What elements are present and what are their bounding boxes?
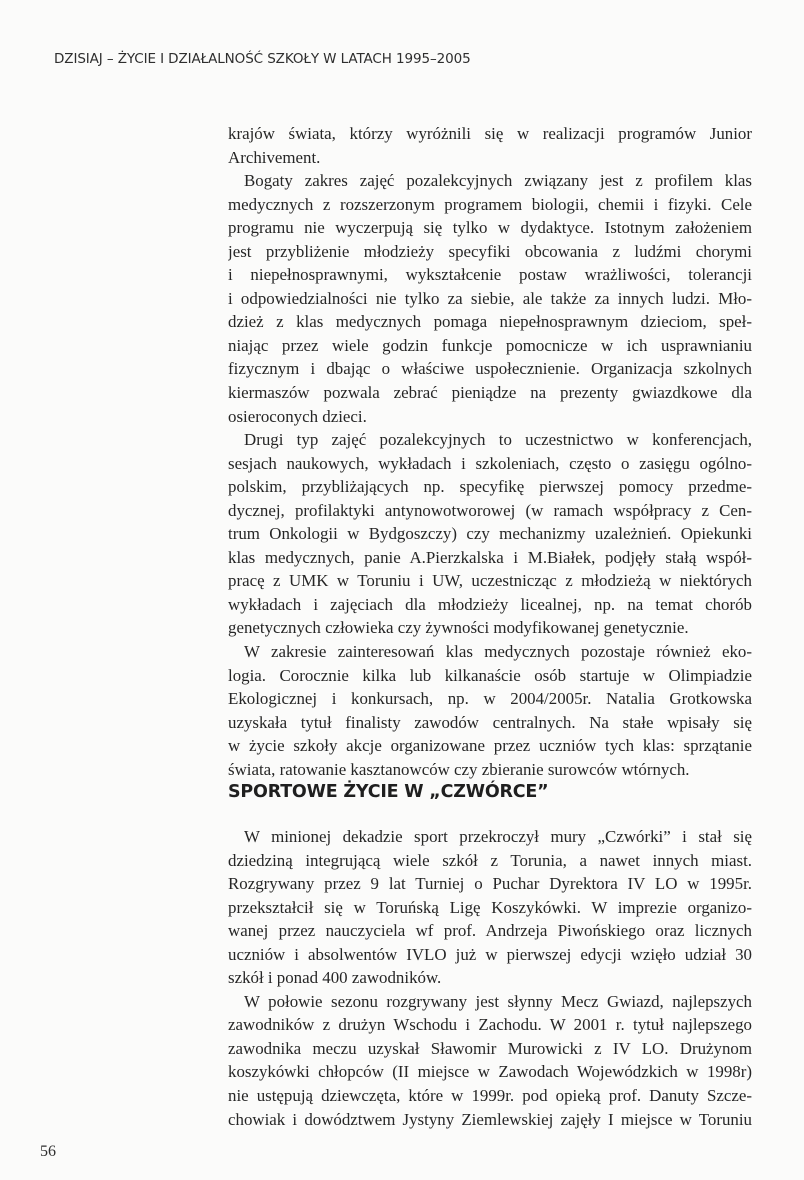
text-line: niając przez wiele godzin funkcje pomocnicze w ich usprawnianiu [228,335,752,355]
paragraph [228,428,752,640]
paragraph [228,825,752,990]
section-heading: SPORTOWE ŻYCIE W „CZWÓRCE” [228,782,549,802]
text-line: polskim, przybliżających np. specyfikę pierwszej pomocy przedme- [228,477,752,497]
text-line: W minionej dekadzie sport przekroczył mury „Czwórki” i stał się [244,827,752,846]
text-line: dycznej, profilaktyki antynowotworowej (w ramach współpracy z Cen- [228,500,752,520]
text-line: osieroconych dzieci. [228,406,367,426]
text-line: zawodnika meczu uzyskał Sławomir Murowicki z IV LO. Drużynom [228,1038,752,1058]
text-line: wanej przez nauczyciela wf prof. Andrzeja Piwońskiego oraz licznych [228,921,752,941]
text-line: przekształcił się w Toruńską Ligę Koszykówki. W imprezie organizo- [228,897,752,917]
text-line: programu nie wyczerpują się tylko w dydaktyce. Istotnym założeniem [228,218,752,238]
text-line: W zakresie zainteresowań klas medycznych pozostaje również eko- [244,642,752,662]
text-line: koszykówki chłopców (II miejsce w Zawodach Wojewódzkich w 1998r) [228,1062,752,1082]
text-line: nie ustępują dziewczęta, które w 1999r. pod opieką prof. Danuty Szcze- [228,1086,752,1106]
text-line: Bogaty zakres zajęć pozalekcyjnych związany jest z profilem klas [244,171,752,191]
text-line: klas medycznych, panie A.Pierzkalska i M.Białek, podjęły stałą współ- [228,547,752,567]
text-line: medycznych z rozszerzonym programem biologii, chemii i fizyki. Cele [228,194,752,214]
text-line: Rozgrywany przez 9 lat Turniej o Puchar Dyrektora IV LO w 1995r. [228,874,752,894]
text-line: dziedziną integrującą wiele szkół z Torunia, a nawet innych miast. [228,850,752,870]
text-line: chowiak i dowództwem Jystyny Ziemlewskiej zajęły I miejsce w Toruniu [228,1109,752,1129]
text-line: trum Onkologii w Bydgoszczy) czy mechanizmy uzależnień. Opiekunki [228,524,752,544]
text-line: wykładach i zajęciach dla młodzieży licealnej, np. na temat chorób [228,594,752,614]
text-line: uzyskała tytuł finalisty zawodów centralnych. Na stałe wpisały się [228,712,752,732]
text-line: Drugi typ zajęć pozalekcyjnych to uczestnictwo w konferencjach, [244,430,752,450]
text-line: szkół i ponad 400 zawodników. [228,968,442,988]
page-number: 56 [40,1143,56,1160]
text-line: kiermaszów pozwala zebrać pieniądze na prezenty gwiazdkowe dla [228,383,752,403]
text-line: fizycznym i dbając o właściwe uspołecznienie. Organizacja szkolnych [228,359,752,379]
text-line: uczniów i absolwentów IVLO już w pierwszej edycji wzięło udział 30 [228,944,752,964]
text-line: i odpowiedzialności nie tylko za siebie, ale także za innych ludzi. Mło- [228,288,752,308]
text-line: jest przybliżenie młodzieży specyfiki obcowania z ludźmi chorymi [228,241,752,261]
paragraph [228,169,752,428]
running-head: DZISIAJ – ŻYCIE I DZIAŁALNOŚĆ SZKOŁY W LATACH 1995–2005 [54,51,471,67]
body-text-top [228,122,752,781]
text-line: pracę z UMK w Toruniu i UW, uczestnicząc z młodzieżą w niektórych [228,571,752,591]
text-line: Archivement. [228,147,321,167]
text-line: genetycznych człowieka czy żywności modyfikowanej genetycznie. [228,618,689,638]
paragraph [228,990,752,1131]
text-line: i niepełnosprawnymi, wykształcenie postaw wrażliwości, tolerancji [228,265,752,285]
text-line: sesjach naukowych, wykładach i szkoleniach, często o zasięgu ogólno- [228,453,752,473]
paragraph [228,122,752,169]
text-line: dzież z klas medycznych pomaga niepełnosprawnym dzieciom, speł- [228,312,752,332]
text-line: W połowie sezonu rozgrywany jest słynny Mecz Gwiazd, najlepszych [244,991,752,1011]
body-text-bottom [228,825,752,1131]
text-line: zawodników z drużyn Wschodu i Zachodu. W 2001 r. tytuł najlepszego [228,1015,752,1035]
text-line: logia. Corocznie kilka lub kilkanaście osób startuje w Olimpiadzie [228,665,752,685]
text-line: w życie szkoły akcje organizowane przez uczniów tych klas: sprzątanie [228,736,752,756]
text-line: krajów świata, którzy wyróżnili się w realizacji programów Junior [228,124,752,143]
text-line: Ekologicznej i konkursach, np. w 2004/2005r. Natalia Grotkowska [228,689,752,709]
text-line: świata, ratowanie kasztanowców czy zbieranie surowców wtórnych. [228,759,690,779]
paragraph [228,640,752,781]
